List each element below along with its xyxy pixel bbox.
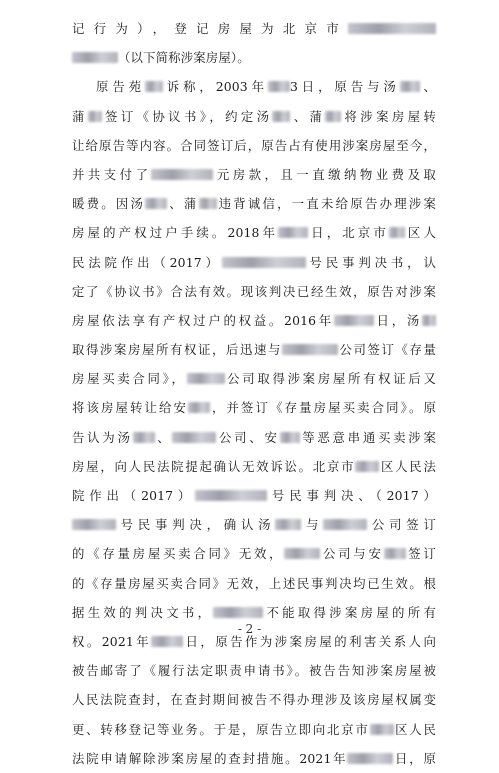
page-number: - 2 - — [237, 622, 262, 636]
text-line — [72, 393, 436, 422]
redaction-mark — [172, 432, 216, 443]
text-run: 公司取得涉案房屋所有权证后又 — [224, 371, 437, 387]
text-run: 告认为汤 — [72, 429, 133, 445]
text-line — [72, 510, 436, 539]
text-run: 的《存量房屋买卖合同》无效，上述民事判决均已生效。根 — [72, 575, 436, 591]
text-run: 记行为），登记房屋为北京市 — [72, 21, 348, 36]
text-run: 取得涉案房屋所有权证，后迅速与 — [72, 342, 282, 358]
text-line — [72, 43, 436, 72]
text-run: 暖费。因汤 — [72, 196, 146, 212]
text-line — [72, 335, 436, 364]
redaction-mark — [72, 52, 118, 63]
text-run: 院作出（2017） — [72, 488, 196, 503]
text-run: 被告邮寄了《履行法定职责申请书》。被告告知涉案房屋被 — [72, 663, 436, 679]
text-run: 将涉案房屋转 — [341, 108, 436, 124]
text-run: 签订《协议书》，约定汤 — [101, 108, 273, 124]
text-run: 房屋买卖合同》， — [72, 371, 187, 387]
redaction-mark — [400, 81, 420, 92]
redaction-mark — [355, 461, 379, 472]
text-run: 据生效的判决文书， — [72, 604, 214, 620]
text-line — [72, 248, 436, 277]
text-run: （以下简称涉案房屋）。 — [118, 50, 250, 66]
text-run: 并共支付了 — [72, 166, 152, 182]
text-run: 违背诚信，一直未给原告办理涉案 — [216, 196, 437, 212]
text-run: 公司与安 — [320, 546, 384, 562]
text-run: 更、转移登记等业务。于是，原告立即向北京市 — [72, 721, 370, 737]
redaction-mark — [422, 315, 436, 326]
redaction-mark — [145, 81, 163, 92]
text-line — [72, 218, 436, 247]
text-run: 、蒲 — [167, 196, 199, 212]
text-run: 、 — [154, 429, 173, 445]
redaction-mark — [284, 548, 320, 559]
text-line — [72, 14, 436, 43]
text-run: 日，原告作为涉案房屋的利害关系人向 — [183, 633, 436, 649]
document-body — [72, 14, 436, 773]
text-run: 3日，原告与汤 — [289, 79, 400, 95]
text-run: 日，汤 — [373, 312, 422, 328]
text-line — [72, 452, 436, 481]
redaction-mark — [268, 81, 290, 92]
redaction-mark — [389, 227, 405, 238]
text-run: 、 — [419, 79, 437, 95]
text-run: 与 — [301, 517, 324, 533]
text-line — [72, 656, 436, 685]
text-line — [72, 423, 436, 452]
text-line — [72, 131, 436, 160]
redaction-mark — [195, 490, 267, 501]
text-run: 权。2021年 — [72, 633, 152, 649]
redaction-mark — [275, 519, 301, 530]
text-run: 日，原 — [393, 750, 437, 766]
redaction-mark — [272, 111, 290, 122]
text-line — [72, 72, 436, 101]
text-run: 等恶意串通买卖涉案 — [299, 429, 436, 445]
text-run: 让给原告等内容。合同签订后，原告占有使用涉案房屋至今， — [72, 137, 436, 153]
text-run: 区人 — [404, 225, 436, 241]
text-run: 将该房屋转让给安 — [72, 400, 189, 416]
redaction-mark — [280, 432, 300, 443]
redaction-mark — [199, 198, 217, 209]
text-line — [72, 481, 436, 510]
text-run: 元房款，且一直缴纳物业费及取 — [213, 166, 437, 182]
redaction-mark — [325, 111, 341, 122]
redaction-mark — [72, 519, 116, 530]
text-run: 原告苑 — [96, 79, 145, 95]
text-run: 号民事判决，确认汤 — [116, 517, 276, 533]
redaction-mark — [145, 198, 167, 209]
redaction-mark — [188, 402, 210, 413]
text-run: 房屋，向人民法院提起确认无效诉讼。北京市 — [72, 458, 356, 474]
text-line — [72, 102, 436, 131]
text-run: 区人民法 — [379, 458, 436, 474]
text-run: ，并签订《存量房屋买卖合同》。原 — [210, 400, 437, 416]
redaction-mark — [187, 373, 225, 384]
text-run: 签订 — [405, 546, 436, 562]
text-run: 房屋的产权过户手续。2018年 — [72, 225, 279, 241]
text-run: 诉称，2003年 — [162, 79, 268, 95]
redaction-mark — [278, 227, 308, 238]
text-run: 公司签订 — [367, 517, 436, 533]
redaction-mark — [334, 315, 374, 326]
redaction-mark — [213, 607, 263, 618]
text-run: 的《存量房屋买卖合同》无效， — [72, 546, 285, 562]
text-line — [72, 744, 436, 773]
redaction-mark — [384, 548, 406, 559]
redaction-mark — [151, 169, 213, 180]
redaction-mark — [347, 753, 393, 764]
text-run: 区人民 — [393, 721, 436, 737]
text-run: 号民事判决、（2017） — [267, 488, 436, 503]
text-run: 、蒲 — [290, 108, 326, 124]
text-line — [72, 277, 436, 306]
redaction-mark — [151, 636, 183, 647]
text-run: 人民法院查封，在查封期间被告不得办理涉及该房屋权属变 — [72, 692, 436, 708]
redaction-mark — [282, 344, 338, 355]
text-run: 蒲 — [72, 108, 88, 124]
text-run: 公司签订《存量 — [338, 342, 436, 358]
redaction-mark — [133, 432, 155, 443]
redaction-mark — [88, 111, 102, 122]
redaction-mark — [323, 519, 367, 530]
redaction-mark — [222, 257, 306, 268]
text-line — [72, 364, 436, 393]
redaction-mark — [348, 23, 436, 34]
text-run: 民法院作出（2017） — [72, 254, 222, 270]
text-line — [72, 160, 436, 189]
text-line — [72, 189, 436, 218]
text-run: 房屋依法享有产权过户的权益。2016年 — [72, 312, 334, 328]
text-line — [72, 569, 436, 598]
text-run: 公司、安 — [216, 429, 280, 445]
text-run: 不能取得涉案房屋的所有 — [263, 604, 436, 620]
redaction-mark — [370, 724, 394, 735]
text-run: 定了《协议书》合法有效。现该判决已经生效，原告对涉案 — [72, 283, 436, 299]
text-run: 法院申请解除涉案房屋的查封措施。2021年 — [72, 750, 348, 766]
text-run: 号民事判决书，认 — [305, 254, 436, 270]
text-run: 日，北京市 — [308, 225, 389, 241]
text-line — [72, 685, 436, 714]
text-line — [72, 306, 436, 335]
text-line — [72, 715, 436, 744]
text-line — [72, 539, 436, 568]
